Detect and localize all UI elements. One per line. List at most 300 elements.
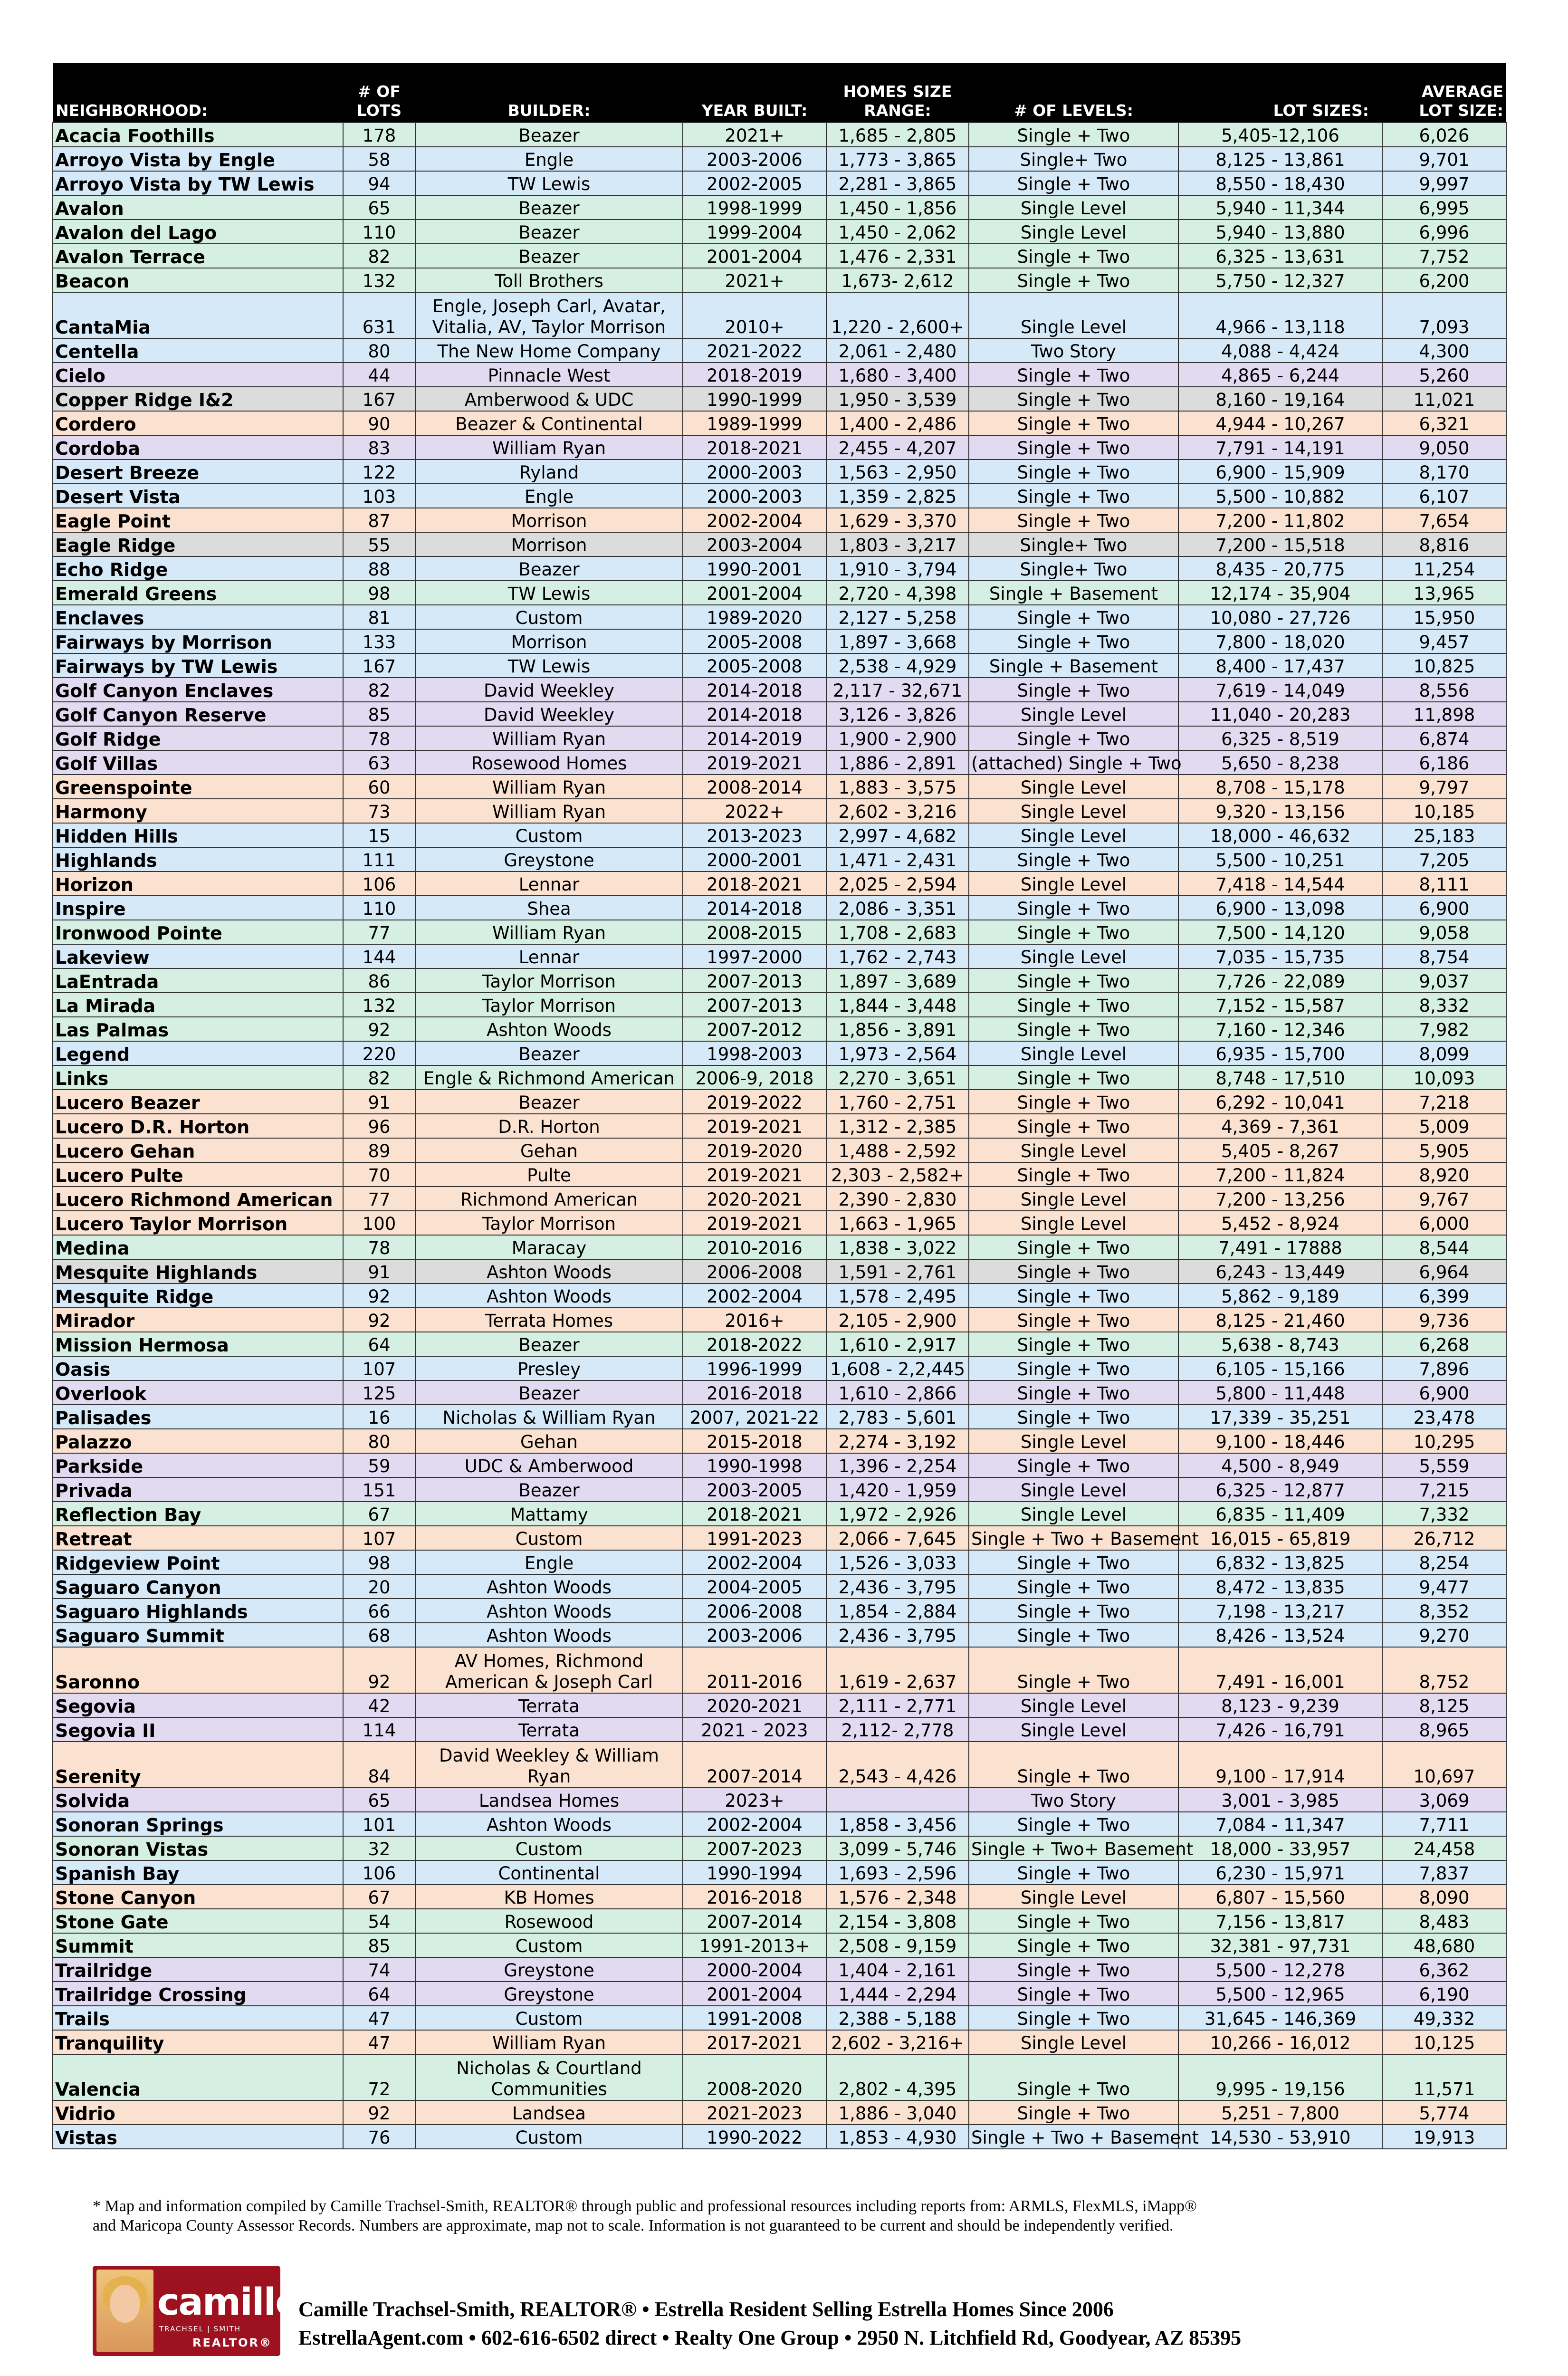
year-built-cell: 2021-2023 [683, 2100, 826, 2125]
avg-lot-size-cell: 7,332 [1382, 1502, 1506, 1526]
table-row [53, 653, 1506, 678]
lot-size-cell: 8,550 - 18,430 [1178, 171, 1382, 195]
table-row [53, 1788, 1506, 1812]
year-built-cell: 1991-2013+ [683, 1933, 826, 1957]
lots-cell: 132 [343, 268, 415, 292]
levels-cell: Single + Two [969, 1259, 1178, 1284]
builder-cell: David Weekley [415, 678, 683, 702]
lots-cell: 85 [343, 702, 415, 726]
table-row [53, 896, 1506, 920]
year-built-cell: 2008-2015 [683, 920, 826, 944]
avg-lot-size-cell: 6,268 [1382, 1332, 1506, 1356]
lots-cell: 110 [343, 896, 415, 920]
builder-cell: Taylor Morrison [415, 1211, 683, 1235]
lot-size-cell: 5,638 - 8,743 [1178, 1332, 1382, 1356]
levels-cell: Single Level [969, 220, 1178, 244]
header-text: LOT SIZES: [1273, 101, 1369, 120]
neighborhood-cell: Golf Canyon Reserve [53, 702, 343, 726]
lot-size-cell: 6,292 - 10,041 [1178, 1090, 1382, 1114]
home-size-cell: 1,803 - 3,217 [826, 532, 969, 556]
avg-lot-size-cell: 6,000 [1382, 1211, 1506, 1235]
levels-cell: Single + Two [969, 1599, 1178, 1623]
year-built-cell: 1990-2001 [683, 556, 826, 581]
avg-lot-size-cell: 7,982 [1382, 1017, 1506, 1041]
lots-cell: 32 [343, 1836, 415, 1860]
header-cell [969, 63, 1178, 123]
levels-cell: Single + Two [969, 2006, 1178, 2030]
lots-cell: 96 [343, 1114, 415, 1138]
avg-lot-size-cell: 7,896 [1382, 1356, 1506, 1380]
table-row [53, 1187, 1506, 1211]
avg-lot-size-cell: 6,399 [1382, 1284, 1506, 1308]
lot-size-cell: 4,088 - 4,424 [1178, 338, 1382, 363]
neighborhood-cell: Trailridge Crossing [53, 1982, 343, 2006]
year-built-cell: 1990-1998 [683, 1453, 826, 1477]
neighborhood-cell: Segovia II [53, 1717, 343, 1742]
neighborhood-cell: Summit [53, 1933, 343, 1957]
table-row [53, 702, 1506, 726]
year-built-cell: 2016-2018 [683, 1885, 826, 1909]
neighborhood-cell: LaEntrada [53, 968, 343, 993]
header-text: HOMES SIZE [843, 82, 952, 101]
year-built-cell: 2007-2013 [683, 993, 826, 1017]
builder-cell: Engle [415, 484, 683, 508]
lot-size-cell: 7,200 - 15,518 [1178, 532, 1382, 556]
builder-cell: William Ryan [415, 775, 683, 799]
avg-lot-size-cell: 8,111 [1382, 872, 1506, 896]
builder-cell: David Weekley & William Ryan [415, 1742, 683, 1788]
lots-cell: 91 [343, 1090, 415, 1114]
table-row [53, 1380, 1506, 1405]
neighborhood-cell: Eagle Ridge [53, 532, 343, 556]
neighborhood-cell: Mesquite Highlands [53, 1259, 343, 1284]
year-built-cell: 2023+ [683, 1788, 826, 1812]
builder-cell: Taylor Morrison [415, 968, 683, 993]
lots-cell: 15 [343, 823, 415, 847]
header-text: LOTS [356, 101, 402, 120]
home-size-cell: 2,061 - 2,480 [826, 338, 969, 363]
home-size-cell: 1,578 - 2,495 [826, 1284, 969, 1308]
avg-lot-size-cell: 5,774 [1382, 2100, 1506, 2125]
avg-lot-size-cell: 7,711 [1382, 1812, 1506, 1836]
builder-cell: Terrata [415, 1717, 683, 1742]
year-built-cell: 2019-2021 [683, 1162, 826, 1187]
header-cell [343, 63, 415, 123]
table-row [53, 1284, 1506, 1308]
table-row [53, 1090, 1506, 1114]
home-size-cell: 1,673- 2,612 [826, 268, 969, 292]
year-built-cell: 2007-2012 [683, 1017, 826, 1041]
table-row [53, 1065, 1506, 1090]
lots-cell: 94 [343, 171, 415, 195]
lot-size-cell: 6,325 - 12,877 [1178, 1477, 1382, 1502]
levels-cell: Single + Two [969, 1284, 1178, 1308]
table-row [53, 220, 1506, 244]
table-row [53, 1836, 1506, 1860]
year-built-cell: 2018-2022 [683, 1332, 826, 1356]
lot-size-cell: 7,152 - 15,587 [1178, 993, 1382, 1017]
table-row [53, 268, 1506, 292]
table-row [53, 484, 1506, 508]
contact-line-2: EstrellaAgent.com • 602-616-6502 direct • Realty One Group • 2950 N. Litchfield Rd, Goodyear, AZ 85395 [298, 2326, 1242, 2349]
levels-cell: Single Level [969, 702, 1178, 726]
neighborhood-cell: Reflection Bay [53, 1502, 343, 1526]
logo-realtor-mark: REALTOR® [192, 2336, 273, 2349]
year-built-cell: 2016+ [683, 1308, 826, 1332]
lot-size-cell: 7,491 - 17888 [1178, 1235, 1382, 1259]
table-row [53, 1211, 1506, 1235]
builder-cell: Beazer [415, 220, 683, 244]
home-size-cell: 2,281 - 3,865 [826, 171, 969, 195]
year-built-cell: 2010-2016 [683, 1235, 826, 1259]
neighborhood-cell: Saguaro Summit [53, 1623, 343, 1647]
header-cell [826, 63, 969, 123]
lots-cell: 63 [343, 750, 415, 775]
lots-cell: 72 [343, 2054, 415, 2100]
header-cell [1382, 63, 1506, 123]
table-row [53, 1429, 1506, 1453]
builder-cell: Taylor Morrison [415, 993, 683, 1017]
lots-cell: 67 [343, 1502, 415, 1526]
neighborhood-cell: Vidrio [53, 2100, 343, 2125]
neighborhood-cell: Emerald Greens [53, 581, 343, 605]
neighborhood-cell: Mission Hermosa [53, 1332, 343, 1356]
year-built-cell: 2005-2008 [683, 653, 826, 678]
levels-cell: Single + Two [969, 1332, 1178, 1356]
home-size-cell: 1,773 - 3,865 [826, 147, 969, 171]
lot-size-cell: 9,100 - 18,446 [1178, 1429, 1382, 1453]
avg-lot-size-cell: 8,544 [1382, 1235, 1506, 1259]
table-row [53, 195, 1506, 220]
lot-size-cell: 14,530 - 53,910 [1178, 2125, 1382, 2149]
builder-cell: Continental [415, 1860, 683, 1885]
home-size-cell: 3,126 - 3,826 [826, 702, 969, 726]
neighborhood-cell: Solvida [53, 1788, 343, 1812]
lots-cell: 103 [343, 484, 415, 508]
levels-cell: Single + Two [969, 847, 1178, 872]
levels-cell: Single Level [969, 872, 1178, 896]
footnote-line-1: * Map and information compiled by Camille Trachsel-Smith, REALTOR® through public and professional resources including reports from: ARMLS, FlexMLS, iMapp® [93, 2197, 1197, 2215]
neighborhood-cell: Hidden Hills [53, 823, 343, 847]
levels-cell: Single + Two [969, 1957, 1178, 1982]
builder-cell: Landsea Homes [415, 1788, 683, 1812]
lots-cell: 84 [343, 1742, 415, 1788]
agent-photo [96, 2270, 153, 2352]
home-size-cell: 1,680 - 3,400 [826, 363, 969, 387]
header-text: # OF [358, 82, 401, 101]
home-size-cell: 2,602 - 3,216+ [826, 2030, 969, 2054]
builder-cell: William Ryan [415, 2030, 683, 2054]
builder-cell: Rosewood [415, 1909, 683, 1933]
lots-cell: 101 [343, 1812, 415, 1836]
avg-lot-size-cell: 9,050 [1382, 435, 1506, 460]
avg-lot-size-cell: 6,200 [1382, 268, 1506, 292]
home-size-cell: 1,854 - 2,884 [826, 1599, 969, 1623]
year-built-cell: 1996-1999 [683, 1356, 826, 1380]
levels-cell: Single Level [969, 1211, 1178, 1235]
builder-cell: Engle [415, 147, 683, 171]
builder-cell: Beazer [415, 1332, 683, 1356]
lot-size-cell: 6,325 - 13,631 [1178, 244, 1382, 268]
avg-lot-size-cell: 9,797 [1382, 775, 1506, 799]
table-row [53, 1308, 1506, 1332]
builder-cell: Shea [415, 896, 683, 920]
builder-cell: Lennar [415, 872, 683, 896]
levels-cell: Single Level [969, 292, 1178, 338]
builder-cell: Terrata [415, 1693, 683, 1717]
lots-cell: 16 [343, 1405, 415, 1429]
home-size-cell: 1,838 - 3,022 [826, 1235, 969, 1259]
neighborhood-cell: Beacon [53, 268, 343, 292]
levels-cell: Single + Two+ Basement [969, 1836, 1178, 1860]
year-built-cell: 1991-2008 [683, 2006, 826, 2030]
lots-cell: 167 [343, 653, 415, 678]
table-row [53, 1982, 1506, 2006]
year-built-cell: 2013-2023 [683, 823, 826, 847]
lot-size-cell: 5,650 - 8,238 [1178, 750, 1382, 775]
lot-size-cell: 7,084 - 11,347 [1178, 1812, 1382, 1836]
avg-lot-size-cell: 6,190 [1382, 1982, 1506, 2006]
levels-cell: Single Level [969, 1429, 1178, 1453]
lots-cell: 65 [343, 195, 415, 220]
levels-cell: Single + Basement [969, 581, 1178, 605]
neighborhood-cell: Lucero Richmond American [53, 1187, 343, 1211]
avg-lot-size-cell: 9,767 [1382, 1187, 1506, 1211]
builder-cell: Beazer [415, 1090, 683, 1114]
avg-lot-size-cell: 6,900 [1382, 1380, 1506, 1405]
levels-cell: Single + Two [969, 508, 1178, 532]
home-size-cell: 1,762 - 2,743 [826, 944, 969, 968]
levels-cell: Single + Two [969, 1812, 1178, 1836]
levels-cell: Single + Two [969, 171, 1178, 195]
year-built-cell: 2014-2019 [683, 726, 826, 750]
lot-size-cell: 7,791 - 14,191 [1178, 435, 1382, 460]
lots-cell: 64 [343, 1332, 415, 1356]
home-size-cell: 2,086 - 3,351 [826, 896, 969, 920]
lot-size-cell: 31,645 - 146,369 [1178, 2006, 1382, 2030]
table-row [53, 1860, 1506, 1885]
header-cell [1178, 63, 1382, 123]
lots-cell: 92 [343, 1647, 415, 1693]
levels-cell: Single Level [969, 1041, 1178, 1065]
avg-lot-size-cell: 6,964 [1382, 1259, 1506, 1284]
year-built-cell: 2022+ [683, 799, 826, 823]
year-built-cell: 1990-1994 [683, 1860, 826, 1885]
avg-lot-size-cell: 8,965 [1382, 1717, 1506, 1742]
table-row [53, 1933, 1506, 1957]
lots-cell: 80 [343, 338, 415, 363]
neighborhood-cell: Desert Breeze [53, 460, 343, 484]
lot-size-cell: 7,800 - 18,020 [1178, 629, 1382, 653]
lots-cell: 82 [343, 1065, 415, 1090]
lots-cell: 68 [343, 1623, 415, 1647]
year-built-cell: 2007-2013 [683, 968, 826, 993]
lot-size-cell: 4,369 - 7,361 [1178, 1114, 1382, 1138]
year-built-cell: 1998-2003 [683, 1041, 826, 1065]
levels-cell: Single + Two [969, 1933, 1178, 1957]
avg-lot-size-cell: 5,905 [1382, 1138, 1506, 1162]
levels-cell: Single + Two [969, 1909, 1178, 1933]
avg-lot-size-cell: 8,483 [1382, 1909, 1506, 1933]
builder-cell: Beazer [415, 123, 683, 147]
levels-cell: Single Level [969, 2030, 1178, 2054]
table-row [53, 1526, 1506, 1550]
year-built-cell: 2019-2022 [683, 1090, 826, 1114]
avg-lot-size-cell: 9,037 [1382, 968, 1506, 993]
table-row [53, 460, 1506, 484]
table-row [53, 1957, 1506, 1982]
year-built-cell: 2021+ [683, 123, 826, 147]
year-built-cell: 2021-2022 [683, 338, 826, 363]
neighborhood-cell: La Mirada [53, 993, 343, 1017]
home-size-cell: 1,608 - 2,2,445 [826, 1356, 969, 1380]
avg-lot-size-cell: 7,205 [1382, 847, 1506, 872]
table-row [53, 2006, 1506, 2030]
builder-cell: Ashton Woods [415, 1812, 683, 1836]
builder-cell: Ashton Woods [415, 1574, 683, 1599]
home-size-cell: 1,526 - 3,033 [826, 1550, 969, 1574]
year-built-cell: 2003-2004 [683, 532, 826, 556]
year-built-cell: 2006-9, 2018 [683, 1065, 826, 1090]
table-row [53, 581, 1506, 605]
levels-cell: Single + Two [969, 1065, 1178, 1090]
lots-cell: 167 [343, 387, 415, 411]
year-built-cell: 2003-2005 [683, 1477, 826, 1502]
lots-cell: 70 [343, 1162, 415, 1187]
lot-size-cell: 7,156 - 13,817 [1178, 1909, 1382, 1933]
neighborhood-cell: Palisades [53, 1405, 343, 1429]
lots-cell: 86 [343, 968, 415, 993]
avg-lot-size-cell: 8,125 [1382, 1693, 1506, 1717]
neighborhood-cell: Fairways by Morrison [53, 629, 343, 653]
builder-cell: Mattamy [415, 1502, 683, 1526]
lot-size-cell: 7,619 - 14,049 [1178, 678, 1382, 702]
lots-cell: 114 [343, 1717, 415, 1742]
levels-cell: Single + Two [969, 484, 1178, 508]
builder-cell: Custom [415, 2006, 683, 2030]
home-size-cell: 1,900 - 2,900 [826, 726, 969, 750]
table-row [53, 799, 1506, 823]
lots-cell: 132 [343, 993, 415, 1017]
home-size-cell: 2,112- 2,778 [826, 1717, 969, 1742]
avg-lot-size-cell: 48,680 [1382, 1933, 1506, 1957]
lot-size-cell: 4,500 - 8,949 [1178, 1453, 1382, 1477]
neighborhood-cell: Lucero D.R. Horton [53, 1114, 343, 1138]
lots-cell: 133 [343, 629, 415, 653]
lot-size-cell: 8,435 - 20,775 [1178, 556, 1382, 581]
year-built-cell: 2015-2018 [683, 1429, 826, 1453]
lot-size-cell: 5,800 - 11,448 [1178, 1380, 1382, 1405]
avg-lot-size-cell: 24,458 [1382, 1836, 1506, 1860]
avg-lot-size-cell: 13,965 [1382, 581, 1506, 605]
home-size-cell: 1,359 - 2,825 [826, 484, 969, 508]
lots-cell: 42 [343, 1693, 415, 1717]
home-size-cell: 1,858 - 3,456 [826, 1812, 969, 1836]
lots-cell: 64 [343, 1982, 415, 2006]
table-row [53, 629, 1506, 653]
lot-size-cell: 17,339 - 35,251 [1178, 1405, 1382, 1429]
year-built-cell: 2001-2004 [683, 1982, 826, 2006]
avg-lot-size-cell: 8,752 [1382, 1647, 1506, 1693]
neighborhood-cell: Ridgeview Point [53, 1550, 343, 1574]
neighborhood-cell: Avalon [53, 195, 343, 220]
levels-cell: Single Level [969, 1502, 1178, 1526]
neighborhood-cell: Trails [53, 2006, 343, 2030]
neighborhood-cell: Desert Vista [53, 484, 343, 508]
lot-size-cell: 6,835 - 11,409 [1178, 1502, 1382, 1526]
year-built-cell: 2020-2021 [683, 1187, 826, 1211]
logo-wordmark: camille [157, 2281, 300, 2324]
neighborhood-cell: Serenity [53, 1742, 343, 1788]
lot-size-cell: 7,426 - 16,791 [1178, 1717, 1382, 1742]
table-row [53, 993, 1506, 1017]
builder-cell: Custom [415, 605, 683, 629]
year-built-cell: 1991-2023 [683, 1526, 826, 1550]
builder-cell: Presley [415, 1356, 683, 1380]
avg-lot-size-cell: 9,270 [1382, 1623, 1506, 1647]
neighborhood-cell: Golf Canyon Enclaves [53, 678, 343, 702]
builder-cell: Beazer [415, 195, 683, 220]
year-built-cell: 1990-2022 [683, 2125, 826, 2149]
lots-cell: 58 [343, 147, 415, 171]
builder-cell: AV Homes, Richmond American & Joseph Carl [415, 1647, 683, 1693]
home-size-cell: 2,543 - 4,426 [826, 1742, 969, 1788]
neighborhood-cell: Lucero Gehan [53, 1138, 343, 1162]
builder-cell: Landsea [415, 2100, 683, 2125]
builder-cell: Greystone [415, 1982, 683, 2006]
home-size-cell: 1,897 - 3,668 [826, 629, 969, 653]
table-row [53, 1138, 1506, 1162]
table-row [53, 2030, 1506, 2054]
builder-cell: Gehan [415, 1429, 683, 1453]
levels-cell: Single Level [969, 1717, 1178, 1742]
header-text: YEAR BUILT: [701, 101, 808, 120]
neighborhood-table [52, 63, 1507, 2149]
table-row [53, 605, 1506, 629]
year-built-cell: 2002-2004 [683, 508, 826, 532]
levels-cell: Single + Two [969, 629, 1178, 653]
lots-cell: 91 [343, 1259, 415, 1284]
year-built-cell: 2005-2008 [683, 629, 826, 653]
home-size-cell: 1,950 - 3,539 [826, 387, 969, 411]
builder-cell: Ashton Woods [415, 1017, 683, 1041]
table-row [53, 171, 1506, 195]
year-built-cell: 2014-2018 [683, 896, 826, 920]
neighborhood-cell: Lucero Taylor Morrison [53, 1211, 343, 1235]
lots-cell: 107 [343, 1356, 415, 1380]
header-text: RANGE: [864, 101, 931, 120]
levels-cell: Single + Two [969, 1550, 1178, 1574]
levels-cell: Single + Two [969, 1114, 1178, 1138]
lots-cell: 77 [343, 1187, 415, 1211]
avg-lot-size-cell: 6,186 [1382, 750, 1506, 775]
lot-size-cell: 4,944 - 10,267 [1178, 411, 1382, 435]
neighborhood-cell: Avalon Terrace [53, 244, 343, 268]
avg-lot-size-cell: 10,825 [1382, 653, 1506, 678]
builder-cell: Ryland [415, 460, 683, 484]
builder-cell: TW Lewis [415, 171, 683, 195]
builder-cell: Morrison [415, 629, 683, 653]
table-row [53, 678, 1506, 702]
avg-lot-size-cell: 5,260 [1382, 363, 1506, 387]
lots-cell: 80 [343, 1429, 415, 1453]
neighborhood-cell: Sonoran Vistas [53, 1836, 343, 1860]
home-size-cell: 2,720 - 4,398 [826, 581, 969, 605]
agent-logo [93, 2266, 300, 2356]
home-size-cell: 2,802 - 4,395 [826, 2054, 969, 2100]
avg-lot-size-cell: 9,457 [1382, 629, 1506, 653]
neighborhood-cell: Parkside [53, 1453, 343, 1477]
